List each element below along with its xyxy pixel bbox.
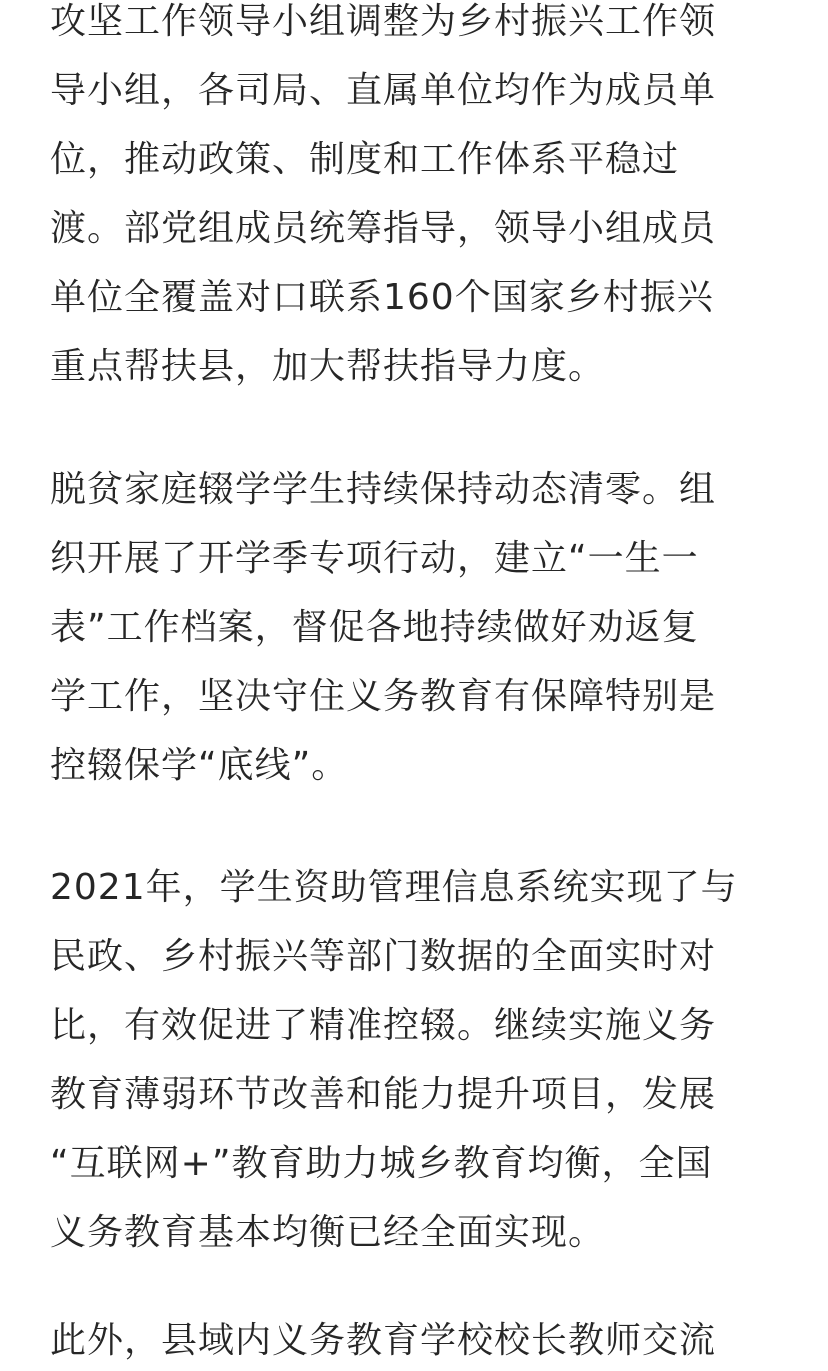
paragraph-line: 民政、乡村振兴等部门数据的全面实时对 bbox=[50, 936, 717, 977]
article-paragraph-1 bbox=[50, 0, 790, 401]
paragraph-line: 表”工作档案，督促各地持续做好劝返复 bbox=[50, 607, 699, 648]
paragraph-line: 义务教育基本均衡已经全面实现。 bbox=[50, 1212, 606, 1253]
article-paragraph-2 bbox=[50, 455, 790, 800]
paragraph-line: 攻坚工作领导小组调整为乡村振兴工作领 bbox=[50, 1, 717, 42]
paragraph-line: 渡。部党组成员统筹指导，领导小组成员 bbox=[50, 208, 717, 249]
paragraph-line: 教育薄弱环节改善和能力提升项目，发展 bbox=[50, 1074, 717, 1115]
paragraph-line: 2021年，学生资助管理信息系统实现了与 bbox=[50, 867, 738, 908]
paragraph-line: 织开展了开学季专项行动，建立“一生一 bbox=[50, 538, 699, 579]
paragraph-line: “互联网+”教育助力城乡教育均衡，全国 bbox=[50, 1143, 713, 1184]
paragraph-line: 比，有效促进了精准控辍。继续实施义务 bbox=[50, 1005, 717, 1046]
article-paragraph-4 bbox=[50, 1306, 790, 1371]
paragraph-line: 位，推动政策、制度和工作体系平稳过 bbox=[50, 139, 680, 180]
article-paragraph-3 bbox=[50, 853, 790, 1267]
paragraph-line: 脱贫家庭辍学学生持续保持动态清零。组 bbox=[50, 469, 717, 510]
paragraph-line: 控辍保学“底线”。 bbox=[50, 745, 349, 786]
paragraph-line: 重点帮扶县，加大帮扶指导力度。 bbox=[50, 346, 606, 387]
paragraph-line: 此外，县域内义务教育学校校长教师交流 bbox=[50, 1320, 717, 1361]
paragraph-line: 单位全覆盖对口联系160个国家乡村振兴 bbox=[50, 277, 714, 318]
paragraph-line: 学工作，坚决守住义务教育有保障特别是 bbox=[50, 676, 717, 717]
paragraph-line: 导小组，各司局、直属单位均作为成员单 bbox=[50, 70, 717, 111]
